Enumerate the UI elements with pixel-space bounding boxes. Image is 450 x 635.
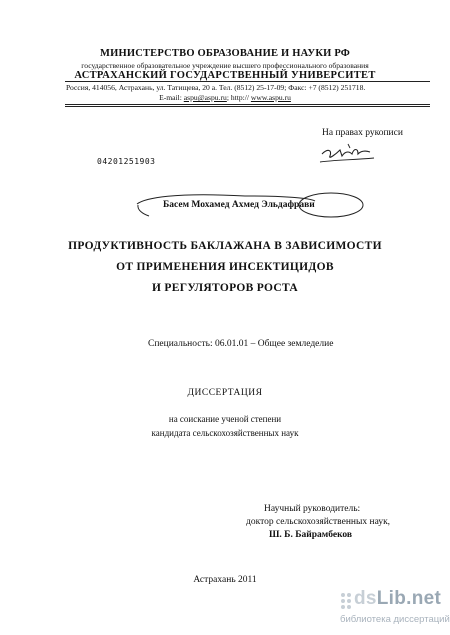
city-year: Астрахань 2011 xyxy=(193,575,257,585)
dots-icon xyxy=(340,591,354,611)
document-type: ДИССЕРТАЦИЯ xyxy=(187,388,263,398)
manuscript-note: На правах рукописи xyxy=(322,128,403,138)
supervisor-degree: доктор сельскохозяйственных наук, xyxy=(246,517,391,527)
email-prefix: E-mail: xyxy=(159,93,184,102)
watermark-logo-prefix: ds xyxy=(354,588,377,609)
web-link[interactable]: www.aspu.ru xyxy=(250,93,291,102)
watermark-logo-rest: Lib.net xyxy=(376,588,442,609)
university-name: АСТРАХАНСКИЙ ГОСУДАРСТВЕННЫЙ УНИВЕРСИТЕТ xyxy=(74,70,376,81)
header-divider xyxy=(65,104,430,105)
watermark-logo xyxy=(354,588,441,610)
thesis-title-line: И РЕГУЛЯТОРОВ РОСТА xyxy=(152,282,298,294)
supervisor-label: Научный руководитель: xyxy=(264,504,361,514)
document-number: 04201251903 xyxy=(97,157,156,166)
university-address: Россия, 414056, Астрахань, ул. Татищева, 20 а. Тел. (8512) 25-17-09; Факс: +7 (8512) 251718. xyxy=(66,83,366,92)
supervisor-name: Ш. Б. Байрамбеков xyxy=(269,530,353,540)
university-contacts xyxy=(0,93,450,102)
thesis-title-line: ПРОДУКТИВНОСТЬ БАКЛАЖАНА В ЗАВИСИМОСТИ xyxy=(68,240,382,252)
web-prefix: ; http:// xyxy=(226,93,251,102)
institution-type: государственное образовательное учреждение высшего профессионального образования xyxy=(81,61,369,70)
header-divider xyxy=(65,106,430,107)
author-name: Басем Мохамед Ахмед Эльдафрави xyxy=(163,200,315,210)
degree-line: на соискание ученой степени xyxy=(168,414,282,424)
header-divider xyxy=(65,81,430,82)
specialty: Специальность: 06.01.01 – Общее земледелие xyxy=(148,339,334,349)
thesis-title-line: ОТ ПРИМЕНЕНИЯ ИНСЕКТИЦИДОВ xyxy=(116,261,334,273)
email-link[interactable]: aspu@aspu.ru xyxy=(183,93,227,102)
watermark-subtitle: библиотека диссертаций xyxy=(340,614,450,625)
degree-line: кандидата сельскохозяйственных наук xyxy=(151,428,299,438)
handwritten-signature xyxy=(318,140,378,166)
dslib-watermark[interactable] xyxy=(340,588,448,632)
ministry-heading: МИНИСТЕРСТВО ОБРАЗОВАНИЕ И НАУКИ РФ xyxy=(99,48,350,59)
